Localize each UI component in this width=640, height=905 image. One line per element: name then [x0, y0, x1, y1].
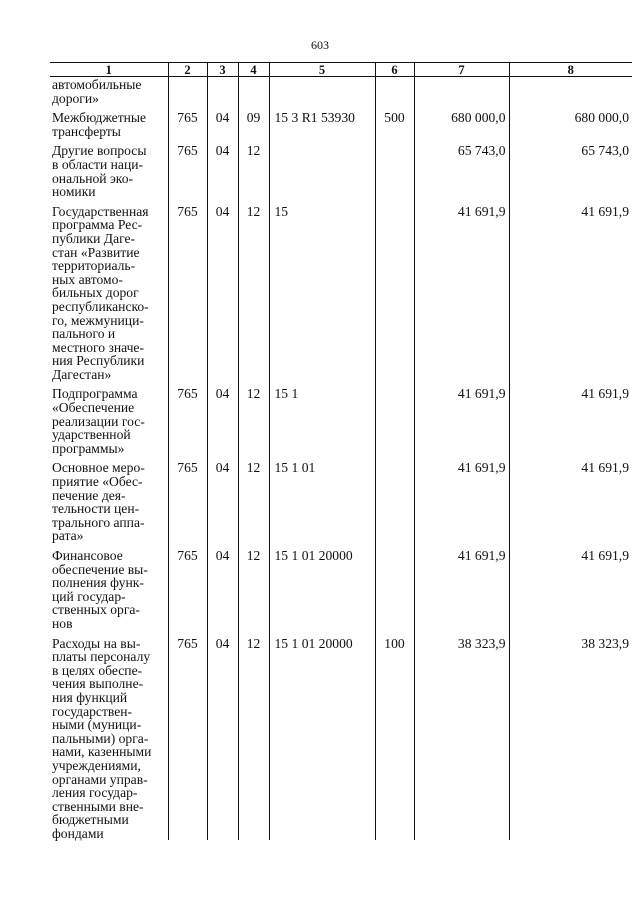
row-name: Другие вопросы в области наци- ональной эко- номики: [52, 143, 147, 200]
row-subsection: 12: [238, 138, 269, 198]
table-row: [50, 381, 632, 455]
table-row: [50, 631, 632, 841]
header-col-4: 4: [238, 63, 269, 77]
row-amount-col7: 65 743,0: [414, 138, 509, 198]
row-target-article: [269, 138, 375, 198]
row-ministry-code: 765: [168, 138, 207, 198]
table-row: [50, 77, 632, 106]
header-col-2: 2: [168, 63, 207, 77]
row-subsection: 12: [238, 381, 269, 455]
row-subsection: 12: [238, 543, 269, 631]
row-section: [207, 77, 238, 106]
header-col-3: 3: [207, 63, 238, 77]
row-expense-type: [375, 199, 414, 382]
table-row: [50, 199, 632, 382]
row-name: Подпрограмма «Обеспечение реализации гос- ударственной программы»: [52, 386, 145, 456]
row-target-article: 15 1 01 20000: [269, 543, 375, 631]
budget-table-container: [50, 62, 632, 840]
row-section: 04: [207, 381, 238, 455]
row-ministry-code: [168, 77, 207, 106]
header-col-6: 6: [375, 63, 414, 77]
row-amount-col8: 680 000,0: [509, 105, 632, 138]
row-subsection: 09: [238, 105, 269, 138]
row-amount-col7: 41 691,9: [414, 381, 509, 455]
row-ministry-code: 765: [168, 543, 207, 631]
row-ministry-code: 765: [168, 199, 207, 382]
row-target-article: 15 1: [269, 381, 375, 455]
budget-table: [50, 62, 632, 840]
header-col-8: 8: [509, 63, 632, 77]
row-subsection: 12: [238, 455, 269, 543]
row-amount-col8: 65 743,0: [509, 138, 632, 198]
row-amount-col7: 41 691,9: [414, 455, 509, 543]
row-section: 04: [207, 543, 238, 631]
page-number: 603: [311, 38, 329, 52]
row-name: Финансовое обеспечение вы- полнения функ- ций государ- ственных орга- нов: [52, 548, 148, 631]
row-amount-col7: 41 691,9: [414, 199, 509, 382]
row-expense-type: 100: [375, 631, 414, 841]
row-amount-col8: 41 691,9: [509, 455, 632, 543]
table-row: [50, 138, 632, 198]
row-name: Основное меро- приятие «Обес- печение дея- тельности цен- трального аппа- рата»: [52, 460, 145, 544]
row-ministry-code: 765: [168, 455, 207, 543]
row-name: Государственная программа Рес- публики Даге- стан «Развитие территориаль- ных автомо- бильных дорог республиканско- го, межмуници- пального и местного значе- ния Республики Дагестан»: [52, 203, 149, 382]
header-col-1: 1: [50, 63, 168, 77]
row-expense-type: [375, 455, 414, 543]
row-target-article: 15 1 01: [269, 455, 375, 543]
header-col-5: 5: [269, 63, 375, 77]
row-target-article: 15 1 01 20000: [269, 631, 375, 841]
header-col-7: 7: [414, 63, 509, 77]
row-amount-col7: 38 323,9: [414, 631, 509, 841]
row-section: 04: [207, 105, 238, 138]
row-subsection: [238, 77, 269, 106]
row-section: 04: [207, 631, 238, 841]
row-target-article: 15: [269, 199, 375, 382]
row-target-article: 15 3 R1 53930: [269, 105, 375, 138]
row-amount-col7: [414, 77, 509, 106]
row-ministry-code: 765: [168, 381, 207, 455]
row-target-article: [269, 77, 375, 106]
table-body: [50, 77, 632, 841]
row-expense-type: [375, 138, 414, 198]
row-amount-col7: 680 000,0: [414, 105, 509, 138]
row-subsection: 12: [238, 631, 269, 841]
row-section: 04: [207, 199, 238, 382]
row-name: Расходы на вы- платы персоналу в целях обеспе- чения выполне- ния функций государствен- ными (муници- пальными) орга- нами, казенными учреждениями, органами управ- ления государ- ственными вне- бюджетными фондами: [52, 635, 152, 841]
header-row: [50, 63, 632, 77]
row-expense-type: [375, 381, 414, 455]
row-section: 04: [207, 455, 238, 543]
row-amount-col8: 41 691,9: [509, 199, 632, 382]
row-amount-col8: 41 691,9: [509, 543, 632, 631]
row-name: Межбюджетные трансферты: [52, 110, 147, 139]
row-expense-type: [375, 543, 414, 631]
row-ministry-code: 765: [168, 105, 207, 138]
table-row: [50, 543, 632, 631]
table-header: [50, 63, 632, 77]
row-amount-col8: 41 691,9: [509, 381, 632, 455]
row-ministry-code: 765: [168, 631, 207, 841]
row-amount-col8: [509, 77, 632, 106]
row-name: автомобильные дороги»: [52, 77, 142, 106]
row-section: 04: [207, 138, 238, 198]
row-expense-type: [375, 77, 414, 106]
row-expense-type: 500: [375, 105, 414, 138]
row-subsection: 12: [238, 199, 269, 382]
row-amount-col7: 41 691,9: [414, 543, 509, 631]
row-amount-col8: 38 323,9: [509, 631, 632, 841]
table-row: [50, 455, 632, 543]
table-row: [50, 105, 632, 138]
